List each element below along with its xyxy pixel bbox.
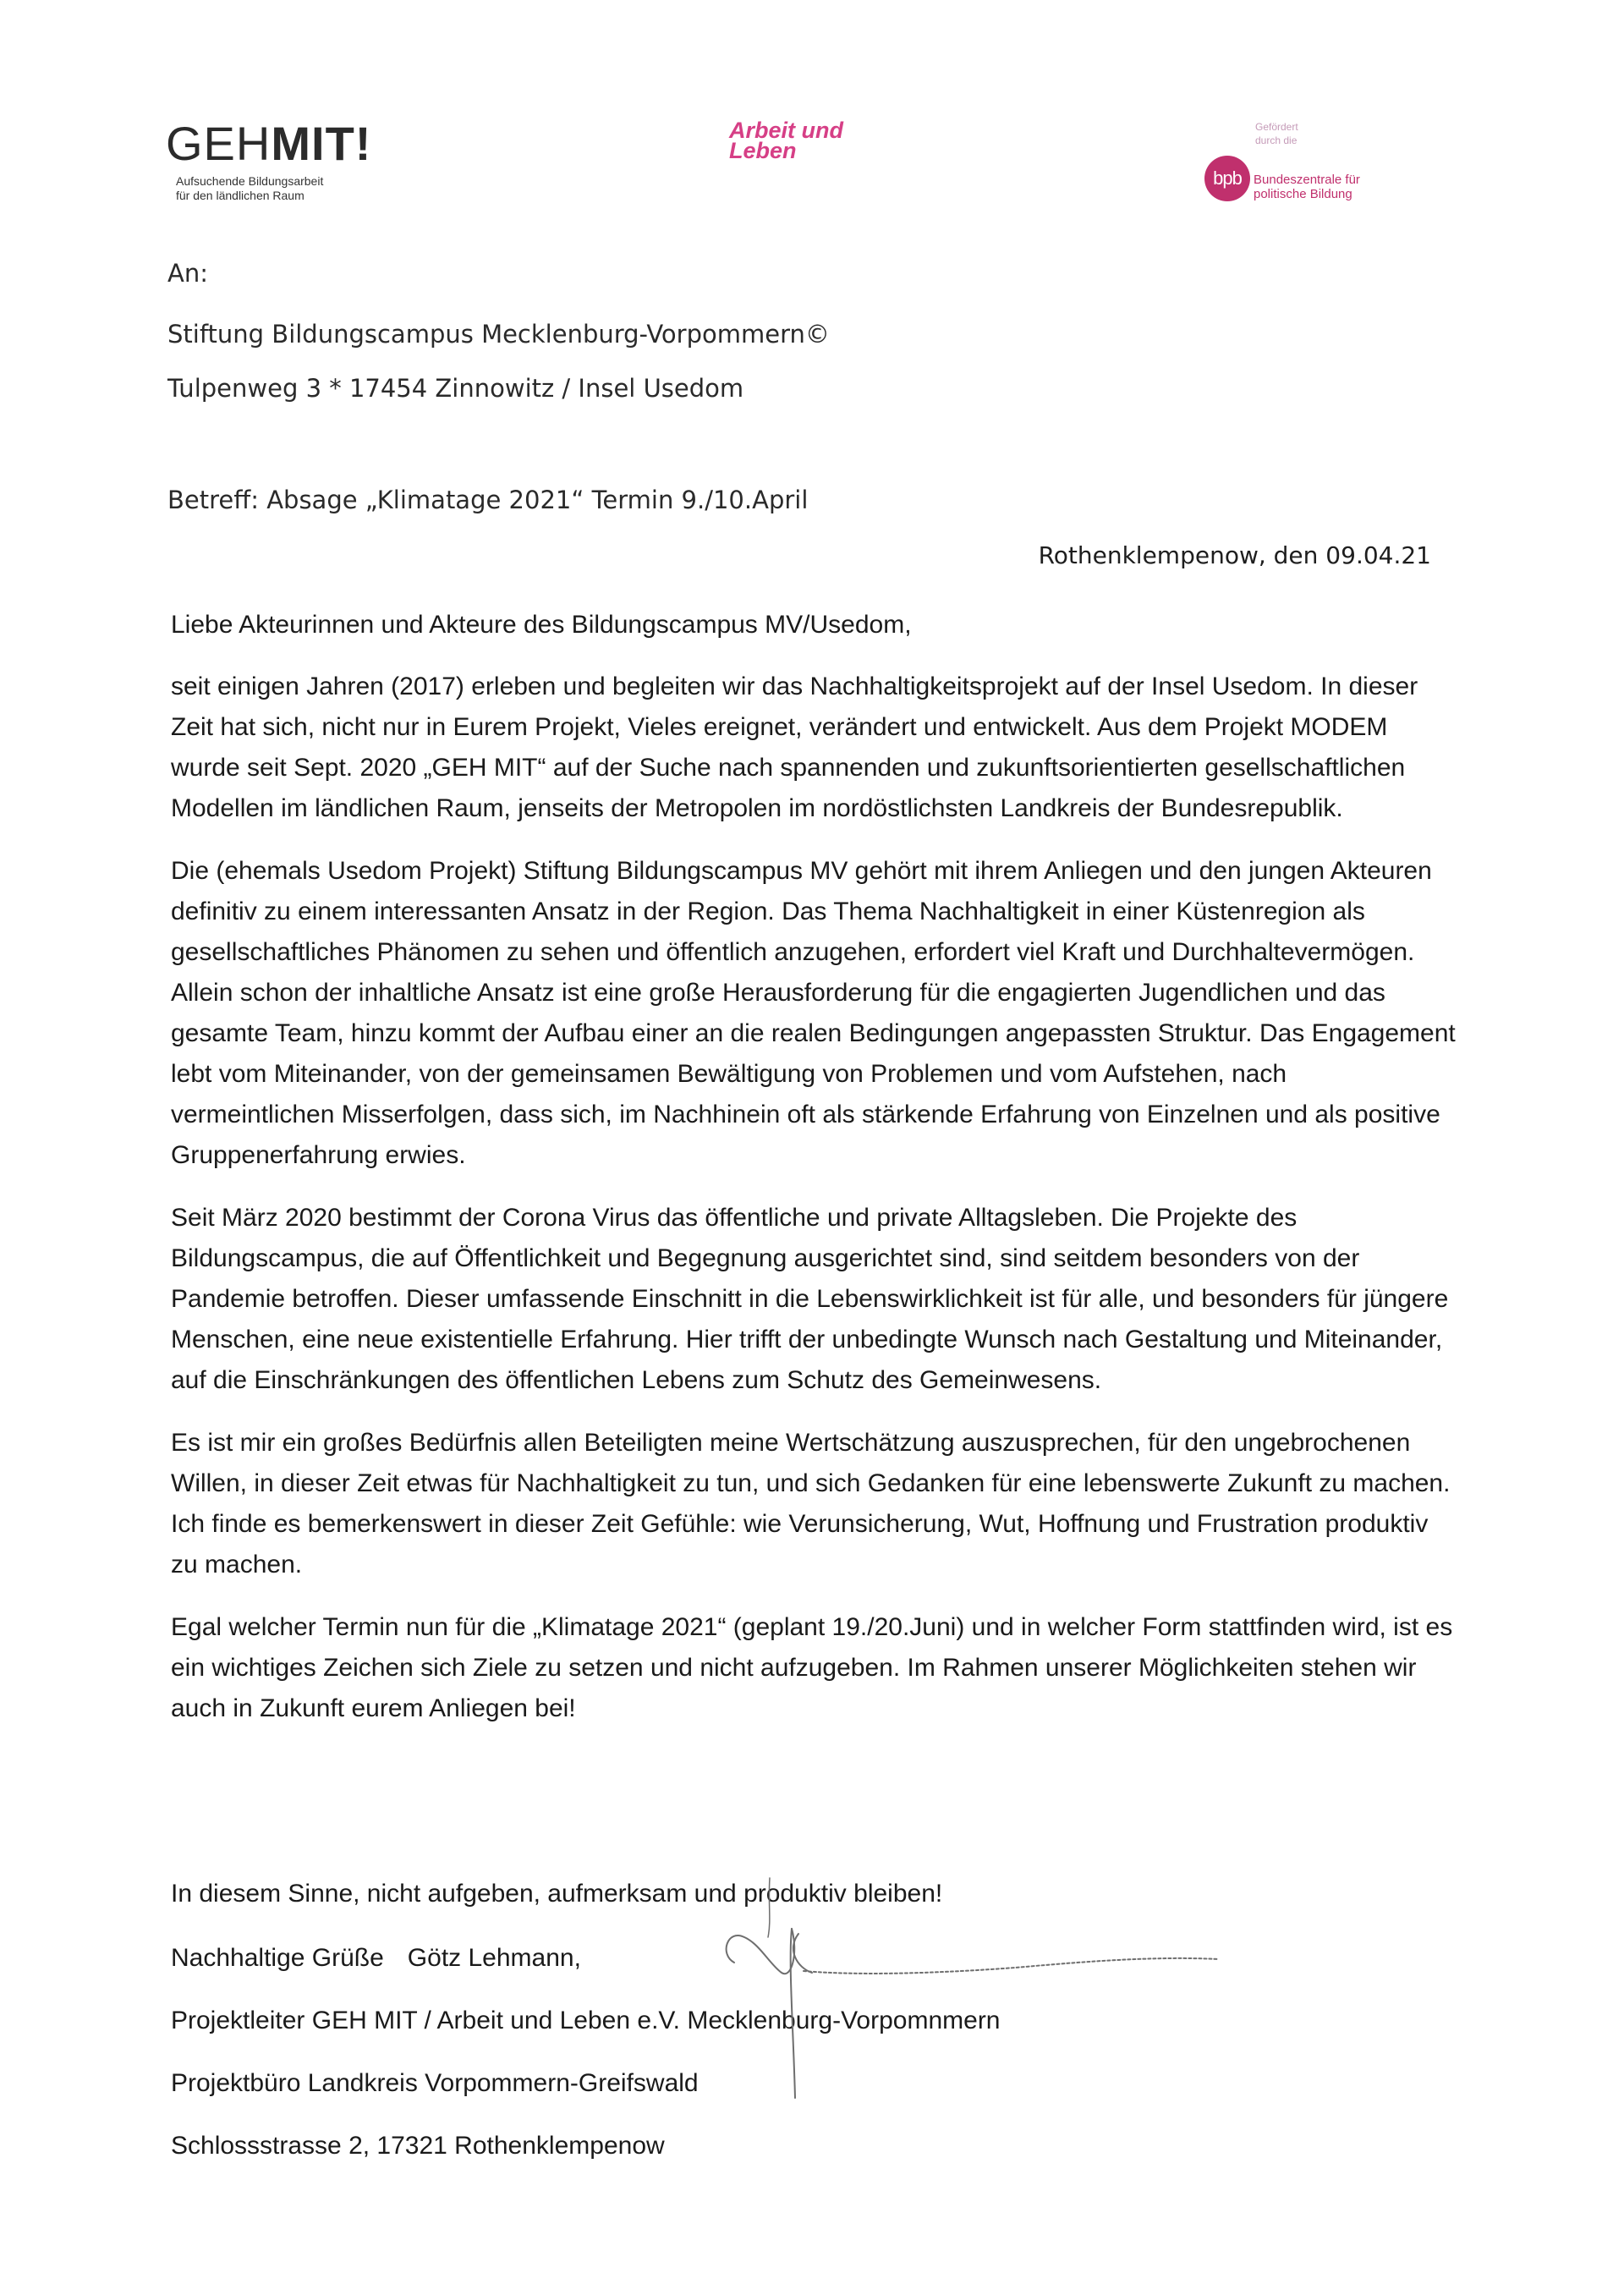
- paragraph: Egal welcher Termin nun für die „Klimatage 2021“ (geplant 19./20.Juni) und in welcher Form stattfinden wird, ist es ein wichtiges Zeichen sich Ziele zu setzen und nicht aufzugeben. Im Rahmen unserer Möglichkeiten stehen wir auch in Zukunft eurem Anliegen bei!: [171, 1613, 1453, 1722]
- gehmit-logo: [166, 118, 371, 203]
- gehmit-tagline: Aufsuchende Bildungsarbeit für den ländlichen Raum: [176, 174, 324, 202]
- office-address: Schlossstrasse 2, 17321 Rothenklempenow: [171, 2132, 665, 2160]
- paragraph: Seit März 2020 bestimmt der Corona Virus das öffentliche und private Alltagsleben. Die Projekte des Bildungscampus, die auf Öffentlichkeit und Begegnung ausgerichtet sind, sind seitdem besonders von der Pandemie betroffen. Dieser umfassende Einschnitt in die Lebenswirklichkeit ist für alle, und besonders für jüngere Menschen, eine neue existentielle Erfahrung. Hier trifft der unbedingte Wunsch nach Gestaltung und Miteinander, auf die Einschränkungen des öffentlichen Lebens zum Schutz des Gemeinwesens.: [171, 1204, 1449, 1394]
- letter-body: [171, 667, 1457, 1751]
- bpb-circle-icon: bpb: [1204, 156, 1250, 201]
- sender-title: Projektleiter GEH MIT / Arbeit und Leben e.V. Mecklenburg-Vorpomnmern: [171, 2007, 1001, 2034]
- paragraph: Es ist mir ein großes Bedürfnis allen Beteiligten meine Wertschätzung auszusprechen, für den ungebrochenen Willen, in dieser Zeit etwas für Nachhaltigkeit zu tun, und sich Gedanken für eine lebenswerte Zukunft zu machen. Ich finde es bemerkenswert in dieser Zeit Gefühle: wie Verunsicherung, Wut, Hoffnung und Frustration produktiv zu machen.: [171, 1429, 1451, 1578]
- subject-line: Betreff: Absage „Klimatage 2021“ Termin 9./10.April: [167, 486, 809, 514]
- paragraph: seit einigen Jahren (2017) erleben und begleiten wir das Nachhaltigkeitsprojekt auf der Insel Usedom. In dieser Zeit hat sich, nicht nur in Eurem Projekt, Vieles ereignet, verändert und entwickelt. Aus dem Projekt MODEM wurde seit Sept. 2020 „GEH MIT“ auf der Suche nach spannenden und zukunftsorientierten gesellschaftlichen Modellen im ländlichen Raum, jenseits der Metropolen im nordöstlichsten Landkreis der Bundesrepublik.: [171, 673, 1418, 822]
- bpb-logo: [1204, 120, 1391, 213]
- handwritten-signature: [694, 1844, 1235, 2166]
- address-to: An:: [167, 259, 208, 288]
- arbeit-und-leben-logo: Arbeit und Leben: [729, 118, 843, 163]
- gehmit-wordmark: GEHMIT!: [166, 117, 372, 170]
- closing-line: In diesem Sinne, nicht aufgeben, aufmerksam und produktiv bleiben!: [171, 1880, 943, 1908]
- bpb-funded-note: Gefördert durch die: [1255, 121, 1298, 146]
- recipient-name: Stiftung Bildungscampus Mecklenburg-Vorpommern©: [167, 320, 830, 349]
- greeting-line: [171, 1944, 581, 1973]
- recipient-street: Tulpenweg 3 * 17454 Zinnowitz / Insel Usedom: [167, 374, 744, 403]
- bpb-name: Bundeszentrale für politische Bildung: [1254, 173, 1360, 201]
- office-name: Projektbüro Landkreis Vorpommern-Greifswald: [171, 2069, 699, 2097]
- letter-date: Rothenklempenow, den 09.04.21: [1038, 541, 1431, 569]
- salutation: Liebe Akteurinnen und Akteure des Bildungscampus MV/Usedom,: [171, 611, 912, 639]
- sender-name: Götz Lehmann,: [407, 1944, 581, 1972]
- greeting: Nachhaltige Grüße: [171, 1944, 384, 1972]
- paragraph: Die (ehemals Usedom Projekt) Stiftung Bildungscampus MV gehört mit ihrem Anliegen und den jungen Akteuren definitiv zu einem interessanten Ansatz in der Region. Das Thema Nachhaltigkeit in einer Küstenregion als gesellschaftliches Phänomen zu sehen und öffentlich anzugehen, erfordert viel Kraft und Durchhaltevermögen. Allein schon der inhaltliche Ansatz ist eine große Herausforderung für die engagierten Jugendlichen und das gesamte Team, hinzu kommt der Aufbau einer an die realen Bedingungen angepassten Struktur. Das Engagement lebt vom Miteinander, von der gemeinsamen Bewältigung von Problemen und vom Aufstehen, nach vermeintlichen Misserfolgen, dass sich, im Nachhinein oft als stärkende Erfahrung von Einzelnen und als positive Gruppenerfahrung erwies.: [171, 857, 1456, 1169]
